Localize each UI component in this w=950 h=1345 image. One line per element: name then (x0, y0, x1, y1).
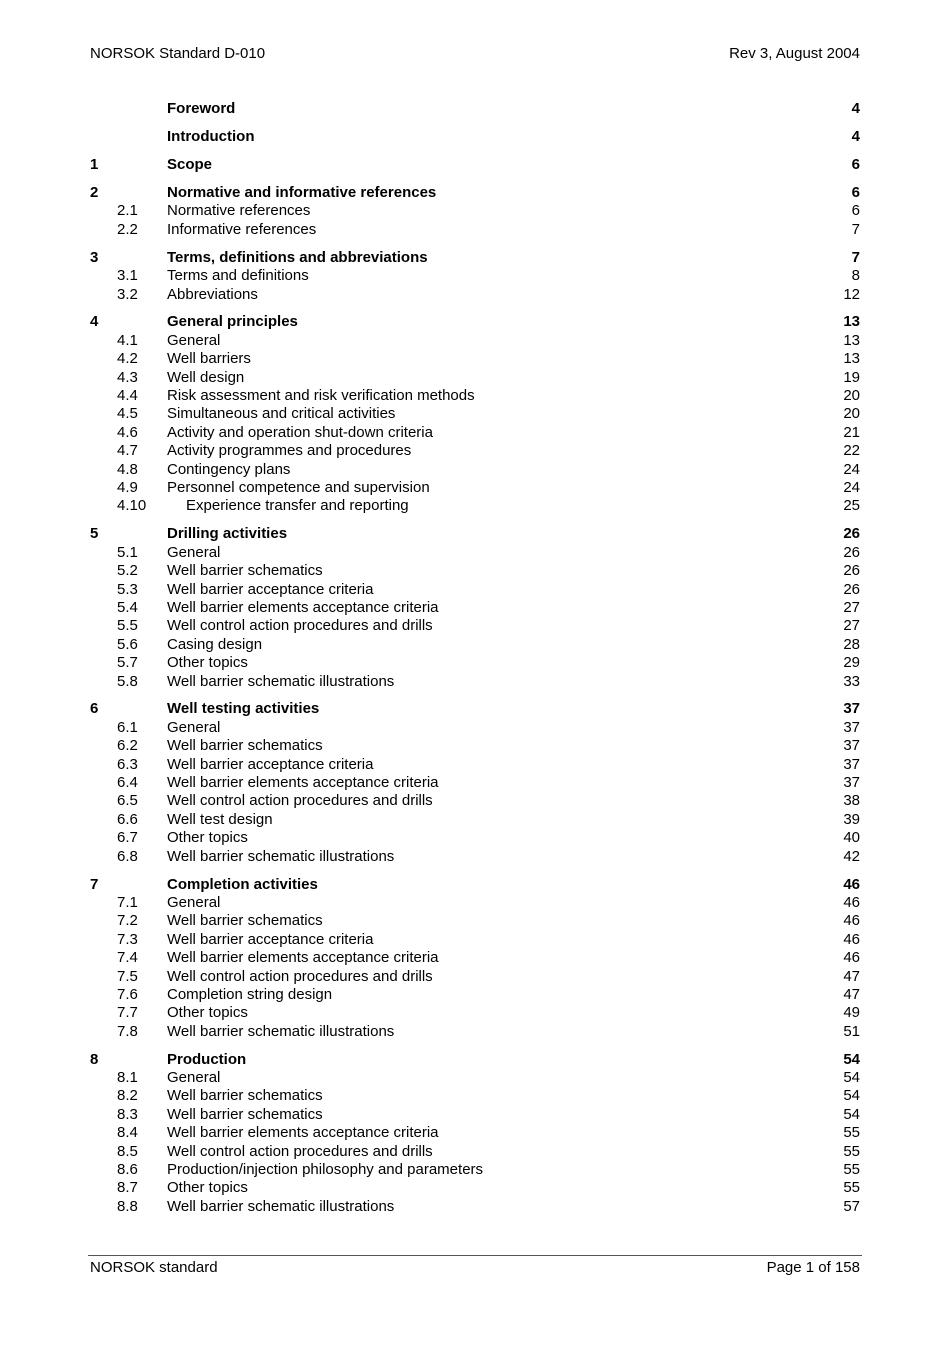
section-title[interactable]: Drilling activities (167, 525, 288, 543)
subsection-title[interactable]: Well design (167, 368, 245, 386)
toc-section-entry[interactable] (90, 128, 860, 146)
subsection-number: 7.6 (117, 985, 138, 1003)
subsection-title[interactable]: Well barrier schematic illustrations (167, 847, 395, 865)
toc-section-entry[interactable] (90, 1051, 860, 1069)
subsection-title[interactable]: Well barrier elements acceptance criteria (167, 598, 439, 616)
subsection-number: 7.2 (117, 912, 138, 930)
subsection-number: 4.9 (117, 479, 138, 496)
subsection-number: 7.1 (117, 893, 138, 911)
subsection-page: 46 (843, 912, 860, 930)
subsection-number: 8.5 (117, 1142, 138, 1160)
toc-subsection-entry[interactable] (90, 654, 860, 672)
subsection-title[interactable]: Simultaneous and critical activities (167, 405, 396, 423)
subsection-number: 4.6 (117, 423, 138, 441)
subsection-number: 7.5 (117, 967, 138, 985)
subsection-title[interactable]: Well barrier acceptance criteria (167, 755, 374, 773)
toc-subsection-entry[interactable] (90, 599, 860, 617)
subsection-page: 27 (843, 617, 860, 635)
subsection-page: 38 (843, 792, 860, 810)
subsection-title[interactable]: Other topics (167, 654, 248, 672)
toc-subsection-entry[interactable] (90, 1004, 860, 1022)
section-number: 4 (90, 313, 99, 331)
section-page: 54 (843, 1050, 860, 1068)
subsection-page: 55 (843, 1179, 860, 1197)
subsection-title[interactable]: Normative references (167, 202, 311, 220)
toc-section-entry[interactable] (90, 249, 860, 267)
section-title[interactable]: Introduction (167, 127, 255, 145)
section-page: 46 (843, 875, 860, 893)
toc-subsection-entry[interactable] (90, 1023, 860, 1041)
subsection-number: 4.2 (117, 350, 138, 368)
subsection-number: 8.8 (117, 1197, 138, 1215)
subsection-page: 37 (843, 755, 860, 773)
subsection-page: 47 (843, 967, 860, 985)
subsection-page: 54 (843, 1105, 860, 1123)
subsection-number: 8.7 (117, 1179, 138, 1197)
subsection-page: 29 (843, 654, 860, 672)
subsection-number: 6.1 (117, 718, 138, 736)
subsection-number: 7.4 (117, 949, 138, 967)
footer-divider (88, 1255, 862, 1256)
subsection-number: 2.1 (117, 202, 138, 220)
subsection-page: 54 (843, 1069, 860, 1087)
subsection-number: 6.2 (117, 737, 138, 755)
section-number: 8 (90, 1050, 99, 1068)
subsection-title[interactable]: Well barrier schematics (167, 737, 323, 755)
toc-subsection-entry[interactable] (90, 461, 860, 479)
subsection-number: 5.2 (117, 562, 138, 580)
subsection-title[interactable]: Terms and definitions (167, 267, 309, 285)
subsection-number: 3.1 (117, 267, 138, 285)
subsection-number: 5.5 (117, 617, 138, 635)
subsection-title[interactable]: Well barrier schematics (167, 912, 323, 930)
section-title[interactable]: Scope (167, 155, 213, 173)
toc-subsection-entry[interactable] (90, 497, 860, 515)
toc-subsection-entry[interactable] (90, 1124, 860, 1142)
subsection-page: 24 (843, 479, 860, 496)
section-number: 7 (90, 875, 99, 893)
toc-subsection-entry[interactable] (90, 202, 860, 220)
section-number: 5 (90, 525, 99, 543)
subsection-number: 5.8 (117, 672, 138, 690)
subsection-page: 51 (843, 1022, 860, 1040)
section-number: 2 (90, 183, 99, 201)
section-title[interactable]: Completion activities (167, 875, 318, 893)
subsection-number: 5.4 (117, 598, 138, 616)
toc-subsection-entry[interactable] (90, 442, 860, 460)
subsection-page: 24 (843, 460, 860, 478)
subsection-number: 8.2 (117, 1087, 138, 1105)
revision-date: Rev 3, August 2004 (729, 45, 860, 62)
subsection-title[interactable]: Other topics (167, 1179, 248, 1197)
toc-subsection-entry[interactable] (90, 912, 860, 930)
subsection-title[interactable]: Well barrier acceptance criteria (167, 580, 374, 598)
subsection-page: 20 (843, 405, 860, 423)
document-title: NORSOK Standard D-010 (90, 45, 266, 62)
subsection-number: 4.1 (117, 331, 138, 349)
subsection-number: 6.8 (117, 847, 138, 865)
table-of-contents (90, 100, 860, 1216)
toc-subsection-entry[interactable] (90, 405, 860, 423)
subsection-number: 4.5 (117, 405, 138, 423)
subsection-page: 19 (843, 368, 860, 386)
subsection-page: 27 (843, 598, 860, 616)
subsection-page: 37 (843, 718, 860, 736)
section-title[interactable]: Well testing activities (167, 700, 320, 718)
toc-section-entry[interactable] (90, 184, 860, 202)
subsection-number: 5.6 (117, 635, 138, 653)
toc-subsection-entry[interactable] (90, 350, 860, 368)
toc-subsection-entry[interactable] (90, 479, 860, 497)
toc-subsection-entry[interactable] (90, 1161, 860, 1179)
section-number: 3 (90, 248, 99, 266)
toc-subsection-entry[interactable] (90, 636, 860, 654)
subsection-number: 8.3 (117, 1105, 138, 1123)
subsection-title[interactable]: Well test design (167, 810, 273, 828)
subsection-page: 13 (843, 331, 860, 349)
section-page: 26 (843, 525, 860, 543)
subsection-title[interactable]: Other topics (167, 829, 248, 847)
subsection-title[interactable]: Activity and operation shut-down criteria (167, 423, 433, 441)
subsection-page: 42 (843, 847, 860, 865)
toc-subsection-entry[interactable] (90, 848, 860, 866)
toc-subsection-entry[interactable] (90, 737, 860, 755)
subsection-page: 39 (843, 810, 860, 828)
subsection-number: 5.3 (117, 580, 138, 598)
toc-subsection-entry[interactable] (90, 267, 860, 285)
subsection-number: 3.2 (117, 285, 138, 303)
subsection-title[interactable]: General (167, 543, 221, 561)
toc-subsection-entry[interactable] (90, 286, 860, 304)
toc-subsection-entry[interactable] (90, 332, 860, 350)
subsection-title[interactable]: Experience transfer and reporting (186, 497, 409, 515)
subsection-page: 22 (843, 442, 860, 460)
subsection-title[interactable]: Well control action procedures and drills (167, 1142, 433, 1160)
section-page: 13 (843, 313, 860, 331)
toc-section-entry[interactable] (90, 100, 860, 118)
toc-subsection-entry[interactable] (90, 581, 860, 599)
subsection-page: 47 (843, 985, 860, 1003)
subsection-number: 4.7 (117, 442, 138, 460)
subsection-page: 13 (843, 350, 860, 368)
subsection-title[interactable]: Informative references (167, 220, 317, 238)
subsection-title[interactable]: General (167, 331, 221, 349)
toc-section-entry[interactable] (90, 156, 860, 174)
subsection-title[interactable]: Well control action procedures and drills (167, 792, 433, 810)
subsection-page: 26 (843, 580, 860, 598)
toc-subsection-entry[interactable] (90, 719, 860, 737)
subsection-title[interactable]: Casing design (167, 635, 263, 653)
section-page: 37 (843, 700, 860, 718)
subsection-number: 5.7 (117, 654, 138, 672)
page-number: Page 1 of 158 (766, 1259, 860, 1276)
subsection-title[interactable]: Well barrier schematics (167, 1087, 323, 1105)
toc-subsection-entry[interactable] (90, 562, 860, 580)
toc-section-entry[interactable] (90, 313, 860, 331)
subsection-number: 6.4 (117, 774, 138, 792)
subsection-page: 46 (843, 930, 860, 948)
toc-subsection-entry[interactable] (90, 1198, 860, 1216)
subsection-title[interactable]: Production/injection philosophy and parameters (167, 1161, 484, 1179)
subsection-number: 7.3 (117, 930, 138, 948)
toc-subsection-entry[interactable] (90, 1106, 860, 1124)
subsection-page: 40 (843, 829, 860, 847)
subsection-page: 20 (843, 387, 860, 405)
subsection-title[interactable]: Well barrier elements acceptance criteria (167, 1124, 439, 1142)
toc-subsection-entry[interactable] (90, 387, 860, 405)
subsection-title[interactable]: Well barriers (167, 350, 251, 368)
subsection-title[interactable]: Well barrier elements acceptance criteria (167, 949, 439, 967)
subsection-page: 46 (843, 893, 860, 911)
toc-subsection-entry[interactable] (90, 221, 860, 239)
section-title[interactable]: Terms, definitions and abbreviations (167, 248, 428, 266)
subsection-page: 21 (843, 423, 860, 441)
subsection-title[interactable]: Well barrier schematics (167, 1105, 323, 1123)
toc-subsection-entry[interactable] (90, 1087, 860, 1105)
subsection-number: 6.3 (117, 755, 138, 773)
toc-subsection-entry[interactable] (90, 949, 860, 967)
subsection-title[interactable]: Abbreviations (167, 285, 258, 303)
toc-subsection-entry[interactable] (90, 829, 860, 847)
toc-subsection-entry[interactable] (90, 792, 860, 810)
subsection-number: 5.1 (117, 543, 138, 561)
subsection-page: 28 (843, 635, 860, 653)
toc-subsection-entry[interactable] (90, 673, 860, 691)
subsection-page: 37 (843, 737, 860, 755)
toc-subsection-entry[interactable] (90, 774, 860, 792)
subsection-title[interactable]: Well barrier schematic illustrations (167, 1197, 395, 1215)
subsection-number: 7.7 (117, 1004, 138, 1022)
subsection-page: 33 (843, 672, 860, 690)
toc-subsection-entry[interactable] (90, 1069, 860, 1087)
toc-subsection-entry[interactable] (90, 986, 860, 1004)
subsection-page: 25 (843, 497, 860, 515)
subsection-page: 55 (843, 1124, 860, 1142)
toc-subsection-entry[interactable] (90, 931, 860, 949)
subsection-number: 4.8 (117, 460, 138, 478)
page-header (90, 45, 860, 65)
subsection-page: 26 (843, 543, 860, 561)
subsection-title[interactable]: Well control action procedures and drills (167, 617, 433, 635)
footer-label: NORSOK standard (90, 1259, 218, 1276)
toc-subsection-entry[interactable] (90, 544, 860, 562)
page-footer (90, 1259, 860, 1279)
toc-subsection-entry[interactable] (90, 617, 860, 635)
subsection-title[interactable]: Well barrier schematic illustrations (167, 1022, 395, 1040)
subsection-title[interactable]: Risk assessment and risk verification methods (167, 387, 475, 405)
toc-subsection-entry[interactable] (90, 811, 860, 829)
subsection-title[interactable]: Well control action procedures and drills (167, 967, 433, 985)
subsection-page: 49 (843, 1004, 860, 1022)
subsection-page: 12 (843, 285, 860, 303)
toc-subsection-entry[interactable] (90, 968, 860, 986)
section-number: 1 (90, 155, 99, 173)
toc-section-entry[interactable] (90, 700, 860, 718)
toc-subsection-entry[interactable] (90, 424, 860, 442)
section-title[interactable]: Normative and informative references (167, 183, 437, 201)
subsection-page: 7 (851, 220, 860, 238)
subsection-number: 8.6 (117, 1161, 138, 1179)
section-title[interactable]: Production (167, 1050, 247, 1068)
subsection-page: 55 (843, 1161, 860, 1179)
subsection-title[interactable]: Activity programmes and procedures (167, 442, 412, 460)
section-page: 4 (851, 127, 860, 145)
subsection-number: 2.2 (117, 220, 138, 238)
subsection-title[interactable]: Completion string design (167, 985, 333, 1003)
section-title[interactable]: Foreword (167, 100, 236, 117)
section-page: 6 (851, 183, 860, 201)
toc-section-entry[interactable] (90, 525, 860, 543)
section-page: 4 (851, 100, 860, 117)
subsection-number: 4.10 (117, 497, 147, 515)
subsection-title[interactable]: General (167, 1069, 221, 1087)
subsection-title[interactable]: General (167, 718, 221, 736)
section-title[interactable]: General principles (167, 313, 298, 331)
subsection-title[interactable]: Well barrier acceptance criteria (167, 930, 374, 948)
section-number: 6 (90, 700, 99, 718)
subsection-number: 6.6 (117, 810, 138, 828)
subsection-page: 55 (843, 1142, 860, 1160)
subsection-page: 57 (843, 1197, 860, 1215)
subsection-number: 8.1 (117, 1069, 138, 1087)
subsection-page: 54 (843, 1087, 860, 1105)
toc-subsection-entry[interactable] (90, 1179, 860, 1197)
subsection-title[interactable]: Well barrier schematics (167, 562, 323, 580)
subsection-page: 8 (851, 267, 860, 285)
subsection-title[interactable]: Contingency plans (167, 460, 291, 478)
subsection-title[interactable]: Well barrier elements acceptance criteria (167, 774, 439, 792)
subsection-title[interactable]: Well barrier schematic illustrations (167, 672, 395, 690)
toc-section-entry[interactable] (90, 876, 860, 894)
subsection-page: 46 (843, 949, 860, 967)
subsection-number: 4.4 (117, 387, 138, 405)
toc-subsection-entry[interactable] (90, 894, 860, 912)
subsection-number: 4.3 (117, 368, 138, 386)
subsection-number: 6.7 (117, 829, 138, 847)
subsection-number: 7.8 (117, 1022, 138, 1040)
section-page: 7 (851, 248, 860, 266)
toc-subsection-entry[interactable] (90, 369, 860, 387)
subsection-number: 6.5 (117, 792, 138, 810)
subsection-title[interactable]: General (167, 893, 221, 911)
subsection-number: 8.4 (117, 1124, 138, 1142)
toc-subsection-entry[interactable] (90, 1143, 860, 1161)
subsection-page: 6 (851, 202, 860, 220)
toc-subsection-entry[interactable] (90, 756, 860, 774)
section-page: 6 (851, 155, 860, 173)
subsection-page: 26 (843, 562, 860, 580)
subsection-title[interactable]: Other topics (167, 1004, 248, 1022)
subsection-page: 37 (843, 774, 860, 792)
subsection-title[interactable]: Personnel competence and supervision (167, 479, 430, 496)
